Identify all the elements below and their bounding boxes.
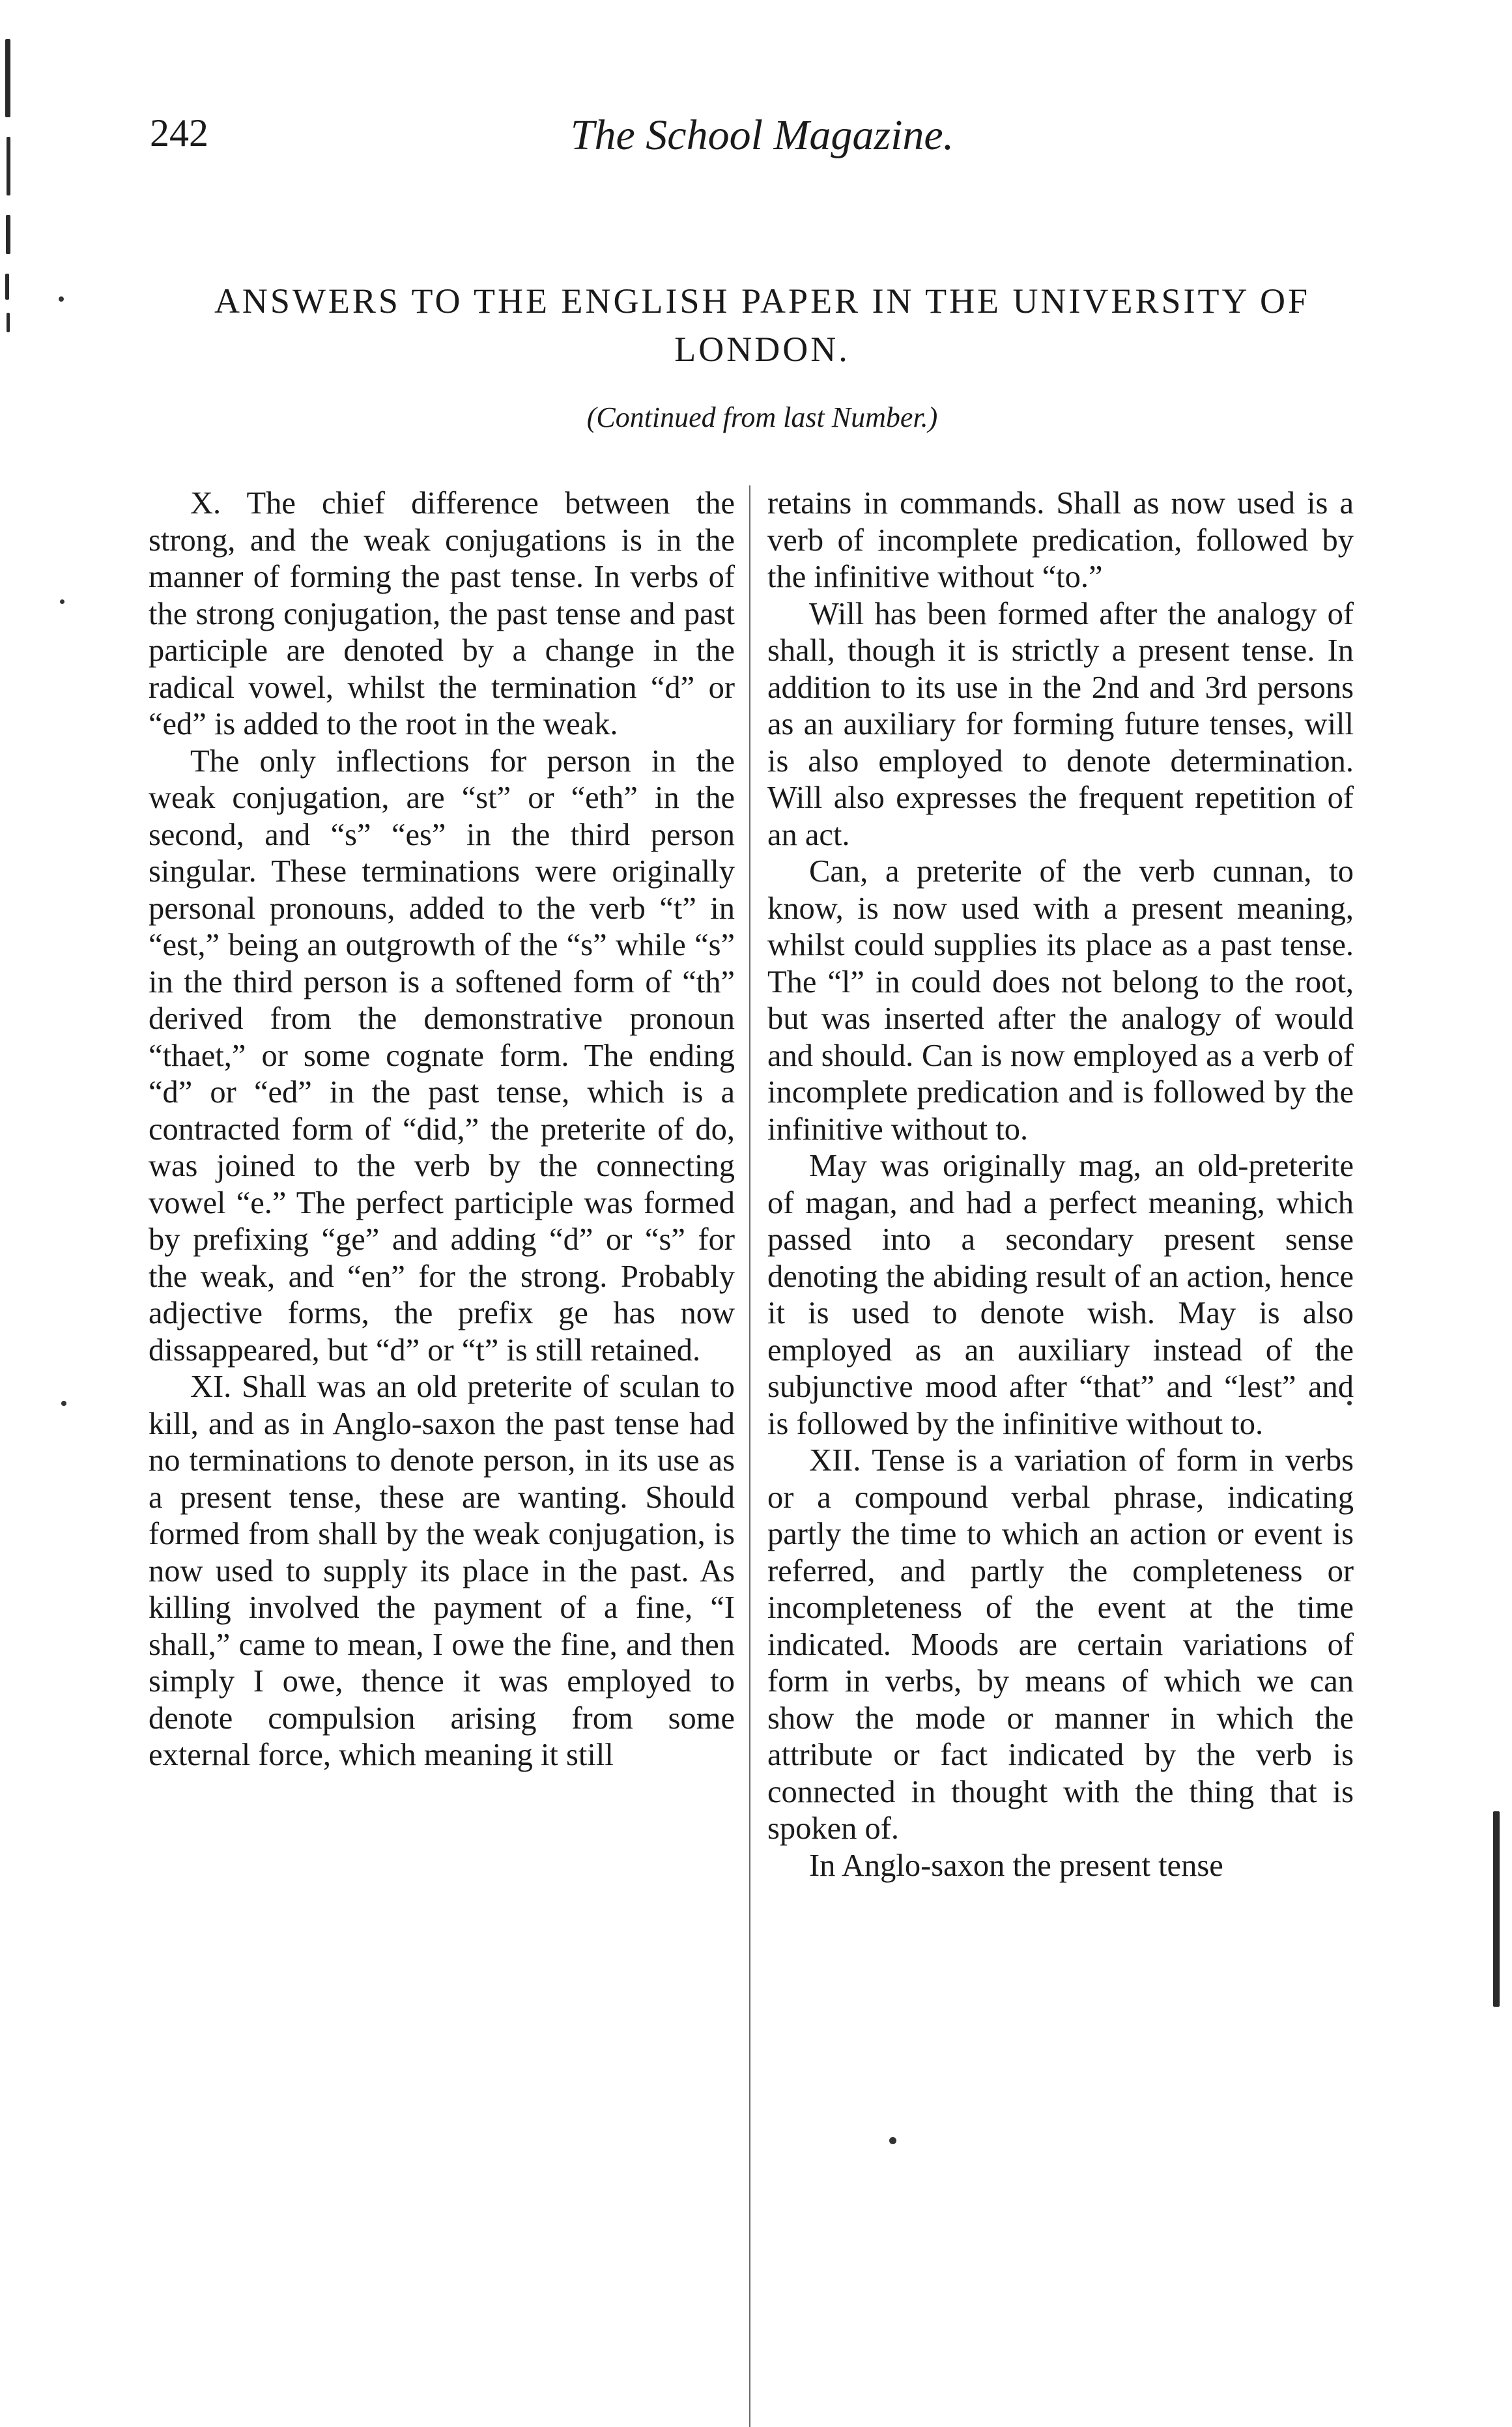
paragraph-may: May was originally mag, an old-preterite of magan, and had a perfect meaning, which passed into a secondary present sense denoting the abiding result of an action, hence it is used to denote wish. May is also employed as an auxiliary instead of the subjunctive mood after “that” and “lest” and is followed by the infinitive without to.: [767, 1149, 1354, 1441]
paragraph-will: Will has been formed after the analogy of shall, though it is strictly a present tense. In addition to its use in the 2nd and 3rd persons as an auxiliary for forming future tenses, will is also employed to denote determination. Will also expresses the frequent repetition of an act.: [767, 596, 1354, 852]
paragraph-x: X. The chief difference between the strong, and the weak conjugations is in the manner of forming the past tense. In verbs of the strong conjugation, the past tense and past participle are denoted by a change in the radical vowel, whilst the termination “d” or “ed” is added to the root in the weak.: [149, 486, 735, 741]
magazine-title: The School Magazine.: [570, 111, 954, 159]
left-column: [149, 485, 735, 1774]
paragraph-xii: XII. Tense is a variation of form in verbs or a compound verbal phrase, indicating partly the time to which an action or event is referred, and partly the completeness or incompleteness of the event at the time indicated. Moods are certain variations of form in verbs, by means of which we can show the mode or manner in which the attribute or fact indicated by the verb is connected in thought with the thing that is spoken of.: [767, 1443, 1354, 1846]
paragraph-anglo-saxon: In Anglo-saxon the present tense: [809, 1848, 1223, 1883]
paragraph-shall-continued: retains in commands. Shall as now used is a verb of incomplete predication, followed by the infinitive without “to.”: [767, 486, 1354, 594]
paragraph-inflections: The only inflections for person in the weak conjugation, are “st” or “eth” in the second, and “s” “es” in the third person singular. These terminations were originally personal pronouns, added to the verb “t” in “est,” being an outgrowth of the “s” while “s” in the third person is a softened form of “th” derived from the demonstrative pronoun “thaet,” or some cognate form. The ending “d” or “ed” in the past tense, which is a contracted form of “did,” the preterite of do, was joined to the verb by the connecting vowel “e.” The perfect participle was formed by prefixing “ge” and adding “d” or “s” for the weak, and “en” for the strong. Probably adjective forms, the prefix ge has now dissappeared, but “d” or “t” is still retained.: [149, 743, 735, 1368]
page-number: 242: [150, 111, 208, 154]
article-title: ANSWERS TO THE ENGLISH PAPER IN THE UNIVERSITY OF LONDON.: [214, 281, 1311, 369]
paragraph-xi: XI. Shall was an old preterite of sculan to kill, and as in Anglo-saxon the past tense had no terminations to denote person, in its use as a present tense, these are wanting. Should formed from shall by the weak conjugation, is now used to supply its place in the past. As killing involved the payment of a fine, “I shall,” came to mean, I owe the fine, and then simply I owe, thence it was employed to denote compulsion arising from some external force, which meaning it still: [149, 1370, 735, 1772]
right-column: [767, 485, 1354, 1884]
column-divider: [749, 485, 750, 2427]
paragraph-can: Can, a preterite of the verb cunnan, to know, is now used with a present meaning, whilst could supplies its place as a past tense. The “l” in could does not belong to the root, but was inserted after the analogy of would and should. Can is now employed as a verb of incomplete predication and is followed by the infinitive without to.: [767, 854, 1354, 1147]
running-head: [150, 111, 1375, 169]
continued-note: (Continued from last Number.): [586, 401, 938, 433]
